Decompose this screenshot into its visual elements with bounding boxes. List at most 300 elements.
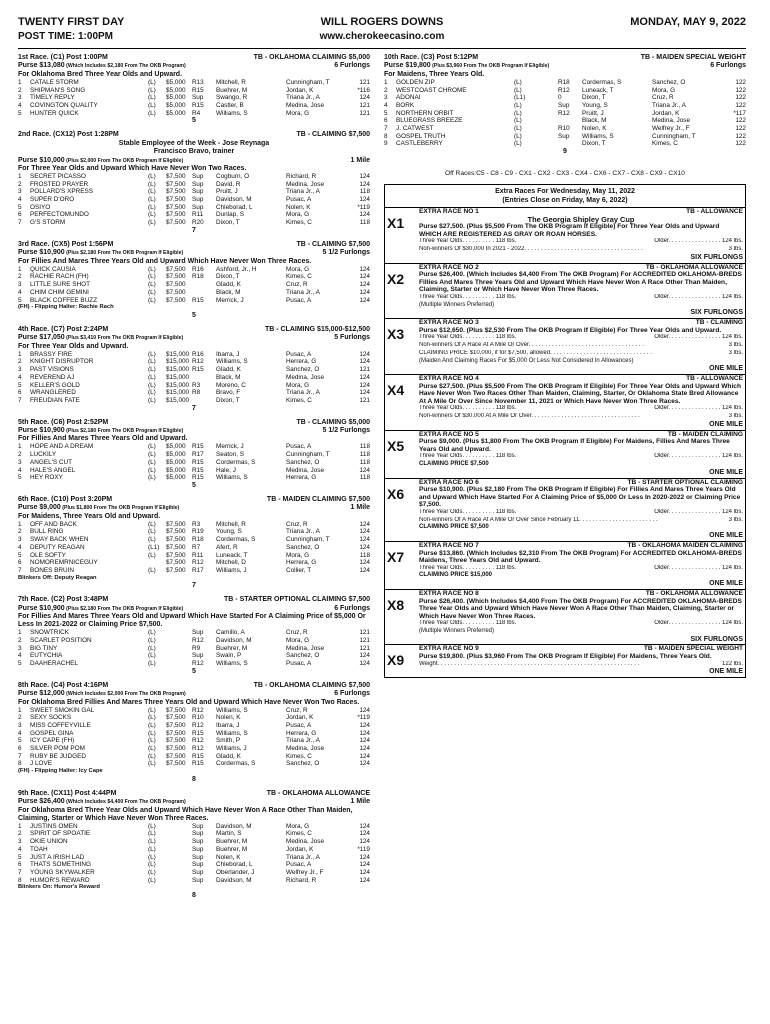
last-race: Sup	[192, 868, 204, 876]
last-race: R18	[192, 536, 204, 544]
entry-row[interactable]	[18, 266, 370, 274]
entry-row[interactable]	[18, 366, 370, 374]
jockey: Triana Jr., A	[286, 528, 320, 536]
last-race: Sup	[558, 132, 570, 140]
extra-race-type: TB - CLAIMING	[695, 319, 743, 327]
jockey: Jordan, K	[286, 86, 314, 94]
post-position: 1	[18, 822, 22, 830]
jockey: Herrera, G	[286, 729, 317, 737]
horse-name: LUCKILY	[30, 451, 57, 459]
weight-line	[419, 565, 743, 573]
trainer: Cordermas, S	[216, 458, 256, 466]
purse-note: (Plus $2,000 From The OKB Program If Eligible)	[64, 157, 184, 164]
medication: (L)	[148, 714, 156, 722]
race-title: 8th Race. (C4) Post 4:16PM	[18, 681, 109, 689]
medication: (L)	[148, 737, 156, 745]
trainer: Young, S	[582, 101, 608, 109]
entry-row[interactable]	[18, 753, 370, 761]
purse-amount: Purse $26,400	[18, 798, 65, 806]
horse-name: TIMELY REPLY	[30, 94, 75, 102]
weight: 124	[359, 94, 370, 102]
race-block	[18, 326, 370, 413]
post-position: 4	[18, 288, 22, 296]
post-position: 3	[18, 838, 22, 846]
entry-row[interactable]	[384, 79, 746, 87]
extra-race-number: X4	[387, 381, 405, 398]
horse-name: SCARLET POSITION	[30, 636, 92, 644]
jockey: Sanchez, O	[286, 543, 320, 551]
weight: 124	[359, 358, 370, 366]
jockey: Triana Jr., A	[286, 188, 320, 196]
jockey: Cruz, R	[286, 629, 308, 637]
entry-row[interactable]	[18, 289, 370, 297]
entry-row[interactable]	[18, 660, 370, 668]
claim-price: $5,000	[166, 78, 186, 86]
entry-row[interactable]	[18, 110, 370, 118]
entry-row[interactable]	[18, 173, 370, 181]
last-race: R16	[192, 350, 204, 358]
post-position: 6	[18, 861, 22, 869]
extra-race-content	[419, 479, 745, 541]
entry-row[interactable]	[18, 846, 370, 854]
trainer: Nolen, K	[216, 714, 241, 722]
entry-row[interactable]	[18, 281, 370, 289]
race-title: 5th Race. (C6) Post 2:52PM	[18, 418, 109, 426]
claim-price	[532, 133, 558, 141]
entry-row[interactable]	[18, 737, 370, 745]
medication: (L)	[148, 288, 156, 296]
post-position: 1	[18, 78, 22, 86]
claim-price: $5,000	[166, 94, 186, 102]
last-race: R15	[192, 474, 204, 482]
race-footnote: (FH) - Flipping Halter: Icy Cape	[18, 768, 103, 775]
extra-race-note: CLAIMING PRICE $7,500	[419, 524, 489, 531]
claim-price	[166, 861, 192, 869]
entry-count: 7	[192, 226, 196, 234]
claim-price	[166, 645, 192, 653]
race-purse-line	[18, 798, 370, 806]
horse-name: SEXY SOCKS	[30, 714, 72, 722]
weight-right: Older. . . . . . . . . . . . . . . . 124 lbs.	[654, 294, 743, 301]
extra-race-type: TB - STARTER OPTIONAL CLAIMING	[627, 478, 743, 486]
entry-row[interactable]	[384, 125, 746, 133]
race-block	[18, 54, 370, 125]
entry-row[interactable]	[18, 637, 370, 645]
horse-name: ADONAI	[396, 94, 421, 102]
trainer: Davidson, M	[216, 822, 252, 830]
trainer: Swain, P	[216, 652, 242, 660]
horse-name: FREUDIAN FATE	[30, 396, 80, 404]
race-type: TB - STARTER OPTIONAL CLAIMING $7,500	[224, 596, 370, 604]
entry-row[interactable]	[18, 536, 370, 544]
entry-row[interactable]	[18, 443, 370, 451]
post-position: 4	[18, 373, 22, 381]
jockey: Kimes, C	[286, 752, 312, 760]
entry-row[interactable]	[18, 474, 370, 482]
extra-race-content	[419, 542, 745, 589]
extra-race-item	[385, 541, 745, 589]
trainer: Mitchell, R	[216, 78, 246, 86]
trainer: Buehrer, M	[216, 845, 248, 853]
claim-price: $7,500	[166, 180, 186, 188]
trainer: Chleborad, L	[216, 203, 253, 211]
horse-name: YOUNG SKYWALKER	[30, 868, 95, 876]
entry-row[interactable]	[18, 211, 370, 219]
entry-row[interactable]	[18, 544, 370, 552]
entry-row[interactable]	[18, 722, 370, 730]
last-race: R13	[192, 78, 204, 86]
extra-race-title: EXTRA RACE NO 1	[419, 207, 479, 215]
race-purse	[18, 690, 186, 698]
entry-row[interactable]	[18, 559, 370, 567]
weight-right: Older. . . . . . . . . . . . . . . . 124 lbs.	[654, 620, 743, 627]
medication: (L)	[148, 636, 156, 644]
purse-amount: Purse $10,000	[18, 156, 65, 164]
weight: 124	[359, 196, 370, 204]
last-race: R15	[192, 729, 204, 737]
extra-race-header	[419, 542, 743, 550]
jockey: Cunningham, T	[286, 536, 330, 544]
extra-race-title: EXTRA RACE NO 9	[419, 645, 479, 653]
trainer: Nolen, K	[216, 853, 241, 861]
extra-race-conditions: Purse $9,000. (Plus $1,800 From The OKB Program If Eligible) For Maidens, Fillies And Mares Three Years Old and Upward.	[419, 438, 730, 453]
entry-row[interactable]	[18, 877, 370, 885]
horse-name: OFF AND BACK	[30, 520, 77, 528]
post-position: 7	[18, 868, 22, 876]
extra-race-content	[419, 431, 745, 478]
entry-row[interactable]	[18, 823, 370, 831]
entry-row[interactable]	[18, 273, 370, 281]
entry-row[interactable]	[18, 567, 370, 575]
weight: 124	[359, 822, 370, 830]
extra-race-content	[419, 264, 745, 319]
off-races-note: Off Races:C5 - C8 - C9 - CX1 - CX2 - CX3 - CX4 - CX6 - CX7 - CX8 - CX9 - CX10	[445, 170, 685, 178]
medication: (L)	[148, 396, 156, 404]
extra-race-item	[385, 374, 745, 430]
last-race: R12	[192, 737, 204, 745]
jockey: Herrera, G	[286, 358, 317, 366]
website-link[interactable]: www.cherokeecasino.com	[319, 31, 445, 42]
race-purse	[18, 605, 183, 613]
race-header	[18, 682, 370, 690]
claim-price	[166, 838, 192, 846]
horse-name: CASTLEBERRY	[396, 140, 443, 148]
purse-amount: Purse $13,080	[18, 62, 65, 70]
horse-name: OSIYO	[30, 203, 51, 211]
extra-race-title: EXTRA RACE NO 5	[419, 430, 479, 438]
weight: 124	[359, 288, 370, 296]
horse-name: QUICK CAUSIA	[30, 265, 76, 273]
entry-row[interactable]	[18, 297, 370, 305]
entry-row[interactable]	[18, 467, 370, 475]
medication: (L)	[148, 109, 156, 117]
horse-name: HUMOR'S REWARD	[30, 876, 90, 884]
post-position: 4	[18, 729, 22, 737]
jockey: Cruz, R	[652, 94, 674, 102]
last-race: R18	[192, 273, 204, 281]
claim-price: $7,500	[166, 203, 186, 211]
post-position: 1	[384, 78, 388, 86]
extra-race-number: X3	[387, 326, 405, 343]
entry-row[interactable]	[384, 102, 746, 110]
last-race: R15	[192, 752, 204, 760]
entry-row[interactable]	[18, 730, 370, 738]
weight: 122	[735, 101, 746, 109]
race-type: TB - CLAIMING $15,000-$12,500	[264, 325, 370, 333]
entry-count: 7	[192, 404, 196, 412]
extra-race-title: EXTRA RACE NO 4	[419, 374, 479, 382]
last-race: R3	[192, 381, 201, 389]
trainer: Black, M	[216, 288, 241, 296]
post-position: 5	[18, 381, 22, 389]
claim-price: $7,500	[166, 714, 186, 722]
extra-race-type: TB - OKLAHOMA MAIDEN CLAIMING	[627, 541, 743, 549]
entry-row[interactable]	[18, 102, 370, 110]
entry-row[interactable]	[18, 389, 370, 397]
entry-row[interactable]	[18, 87, 370, 95]
post-position: 6	[18, 389, 22, 397]
horse-name: BIG TINY	[30, 644, 58, 652]
claim-price	[166, 823, 192, 831]
extra-race-note: (Multiple Winners Preferred)	[419, 301, 495, 308]
entry-row[interactable]	[18, 358, 370, 366]
race-distance: 6 Furlongs	[710, 62, 746, 70]
last-race: R10	[192, 714, 204, 722]
race-distance: 5 Furlongs	[334, 334, 370, 342]
entry-row[interactable]	[18, 521, 370, 529]
entry-row[interactable]	[18, 854, 370, 862]
extra-race-item	[385, 478, 745, 541]
jockey: Medina, Jose	[652, 117, 691, 125]
claim-price: $15,000	[166, 358, 190, 366]
entry-row[interactable]	[18, 745, 370, 753]
extra-race-title: EXTRA RACE NO 7	[419, 541, 479, 549]
entry-row[interactable]	[18, 188, 370, 196]
horse-name: FROSTED PRAYER	[30, 180, 89, 188]
entry-count: 8	[192, 775, 196, 783]
horse-name: SUPER D'ORO	[30, 196, 75, 204]
medication: (L)	[148, 861, 156, 869]
last-race: R12	[192, 721, 204, 729]
extra-race-content	[419, 319, 745, 374]
jockey: Kimes, C	[286, 273, 312, 281]
trainer: Dixon, T	[216, 396, 240, 404]
medication: (L)	[514, 140, 522, 148]
entry-row[interactable]	[18, 707, 370, 715]
extra-race-header	[419, 375, 743, 383]
weight-right: Older. . . . . . . . . . . . . . . . 124 lbs.	[654, 238, 743, 245]
claim-price: $7,500	[166, 752, 186, 760]
post-position: 1	[18, 629, 22, 637]
weight: 122	[735, 86, 746, 94]
last-race: R19	[192, 528, 204, 536]
post-position: 5	[18, 296, 22, 304]
medication: (L)	[148, 219, 156, 227]
medication: (L)	[148, 373, 156, 381]
last-race: R11	[192, 551, 204, 559]
weight: 124	[359, 838, 370, 846]
extra-race-title: EXTRA RACE NO 6	[419, 478, 479, 486]
last-race: Sup	[192, 196, 204, 204]
medication: (L)	[148, 729, 156, 737]
extra-race-item	[385, 208, 745, 263]
entry-row[interactable]	[18, 645, 370, 653]
medication: (L)	[148, 358, 156, 366]
race-header	[18, 790, 370, 798]
trainer: Gladd, K	[216, 281, 241, 289]
entry-row[interactable]	[18, 714, 370, 722]
trainer: Buehrer, M	[216, 838, 248, 846]
entry-row[interactable]	[18, 94, 370, 102]
claim-price: $5,000	[166, 451, 186, 459]
post-position: 5	[18, 853, 22, 861]
trainer: Cordermas, S	[216, 760, 256, 768]
extra-race-type: TB - OKLAHOMA ALLOWANCE	[645, 263, 743, 271]
entry-row[interactable]	[18, 830, 370, 838]
weight: 121	[359, 629, 370, 637]
entry-row[interactable]	[18, 451, 370, 459]
trainer: Merrick, J	[216, 443, 244, 451]
post-position: 6	[18, 559, 22, 567]
weight: 124	[359, 737, 370, 745]
trainer: Pruitt, J	[216, 188, 238, 196]
race-conditions: For Fillies And Mares Three Years Old and Upward Which Have Never Won Three Races.	[18, 257, 312, 265]
entry-row[interactable]	[18, 528, 370, 536]
entry-row[interactable]	[18, 838, 370, 846]
trainer: Gladd, K	[216, 752, 241, 760]
weight-line	[419, 413, 743, 421]
medication: (L1)	[514, 94, 526, 102]
medication: (L)	[148, 458, 156, 466]
weight: *116	[357, 86, 370, 94]
horse-name: LITTLE SURE SHOT	[30, 281, 91, 289]
entry-count: 5	[192, 667, 196, 675]
purse-amount: Purse $9,000	[18, 504, 61, 512]
claim-price	[532, 117, 558, 125]
entry-row[interactable]	[18, 181, 370, 189]
medication: (L)	[148, 366, 156, 374]
entry-row[interactable]	[18, 861, 370, 869]
trainer: Davidson, M	[216, 876, 252, 884]
post-position: 7	[384, 125, 388, 133]
medication: (L)	[148, 551, 156, 559]
jockey: Sanchez, O	[286, 366, 320, 374]
jockey: Mora, G	[286, 211, 310, 219]
medication: (L)	[514, 132, 522, 140]
entry-row[interactable]	[18, 652, 370, 660]
entry-row[interactable]	[18, 869, 370, 877]
weight-line	[419, 334, 743, 342]
medication: (L)	[148, 745, 156, 753]
weight: 121	[359, 644, 370, 652]
trainer: Buehrer, M	[216, 86, 248, 94]
entry-count: 5	[192, 311, 196, 319]
entry-row[interactable]	[18, 196, 370, 204]
entry-row[interactable]	[18, 382, 370, 390]
entry-row[interactable]	[18, 459, 370, 467]
medication: (L)	[148, 567, 156, 574]
race-title: 1st Race. (C1) Post 1:00PM	[18, 54, 108, 61]
medication: (L)	[148, 721, 156, 729]
medication: (L)	[148, 822, 156, 830]
entry-row[interactable]	[18, 397, 370, 405]
last-race: Sup	[192, 203, 204, 211]
weight: 124	[359, 373, 370, 381]
entry-row[interactable]	[384, 87, 746, 95]
entry-row[interactable]	[18, 351, 370, 359]
weight: 118	[359, 551, 370, 559]
entry-row[interactable]	[384, 94, 746, 102]
extra-race-distance: ONE MILE	[709, 668, 743, 676]
claim-price	[166, 660, 192, 668]
jockey: Pusac, A	[286, 196, 312, 204]
trainer: Dunlap, S	[216, 211, 245, 219]
entry-row[interactable]	[384, 140, 746, 148]
post-position: 4	[18, 543, 22, 551]
race-footnote: Blinkers On: Humor's Reward	[18, 884, 100, 891]
entry-row[interactable]	[384, 133, 746, 141]
extra-race-distance: ONE MILE	[709, 365, 743, 373]
claim-price: $7,500	[166, 219, 186, 227]
weight: 118	[359, 474, 370, 482]
horse-name: BRASSY FIRE	[30, 350, 73, 358]
claim-price	[166, 869, 192, 877]
weight-left: Non-winners Of A Race At A Mile Or Over. . . . . . . . . . . . . . . . . . . . . . . . . . . . . . . . . . .	[419, 342, 644, 349]
extra-race-title: EXTRA RACE NO 8	[419, 589, 479, 597]
race-header	[18, 496, 370, 504]
extra-race-number: X6	[387, 485, 405, 502]
entry-row[interactable]	[18, 204, 370, 212]
last-race: R7	[192, 543, 201, 551]
horse-name: BLACK COFFEE BUZZ	[30, 296, 98, 304]
post-position: 3	[18, 94, 22, 102]
medication: (L)	[148, 86, 156, 94]
post-position: 1	[18, 350, 22, 358]
race-day-label: TWENTY FIRST DAY	[18, 16, 125, 28]
medication: (L)	[148, 265, 156, 273]
extra-race-header	[419, 319, 743, 327]
trainer: Dixon, T	[582, 94, 606, 102]
purse-amount: Purse $10,900	[18, 249, 65, 257]
entry-row[interactable]	[384, 110, 746, 118]
weight: 121	[359, 396, 370, 404]
trainer: Williams, S	[216, 474, 248, 482]
race-type: TB - MAIDEN SPECIAL WEIGHT	[640, 54, 746, 61]
entry-row[interactable]	[18, 760, 370, 768]
entry-row[interactable]	[18, 374, 370, 382]
entry-row[interactable]	[18, 552, 370, 560]
trainer: Williams, S	[216, 729, 248, 737]
entry-row[interactable]	[18, 219, 370, 227]
post-position: 2	[384, 86, 388, 94]
race-title: 10th Race. (C3) Post 5:12PM	[384, 54, 479, 61]
last-race	[192, 281, 216, 289]
weight-line	[419, 453, 743, 461]
entry-row[interactable]	[18, 629, 370, 637]
jockey: Medina, Jose	[286, 373, 325, 381]
weight-line	[419, 350, 743, 358]
extra-race-note: (Multiple Winners Preferred)	[419, 628, 495, 635]
jockey: Welfrey Jr., F	[286, 868, 324, 876]
entry-row[interactable]	[18, 79, 370, 87]
jockey: Kimes, C	[286, 830, 312, 838]
post-time: POST TIME: 1:00PM	[18, 31, 114, 42]
entry-row[interactable]	[384, 117, 746, 125]
jockey: Pusac, A	[286, 296, 312, 304]
last-race: R20	[192, 219, 204, 227]
extra-race-number: X9	[387, 652, 405, 669]
extra-race-number: X5	[387, 437, 405, 454]
